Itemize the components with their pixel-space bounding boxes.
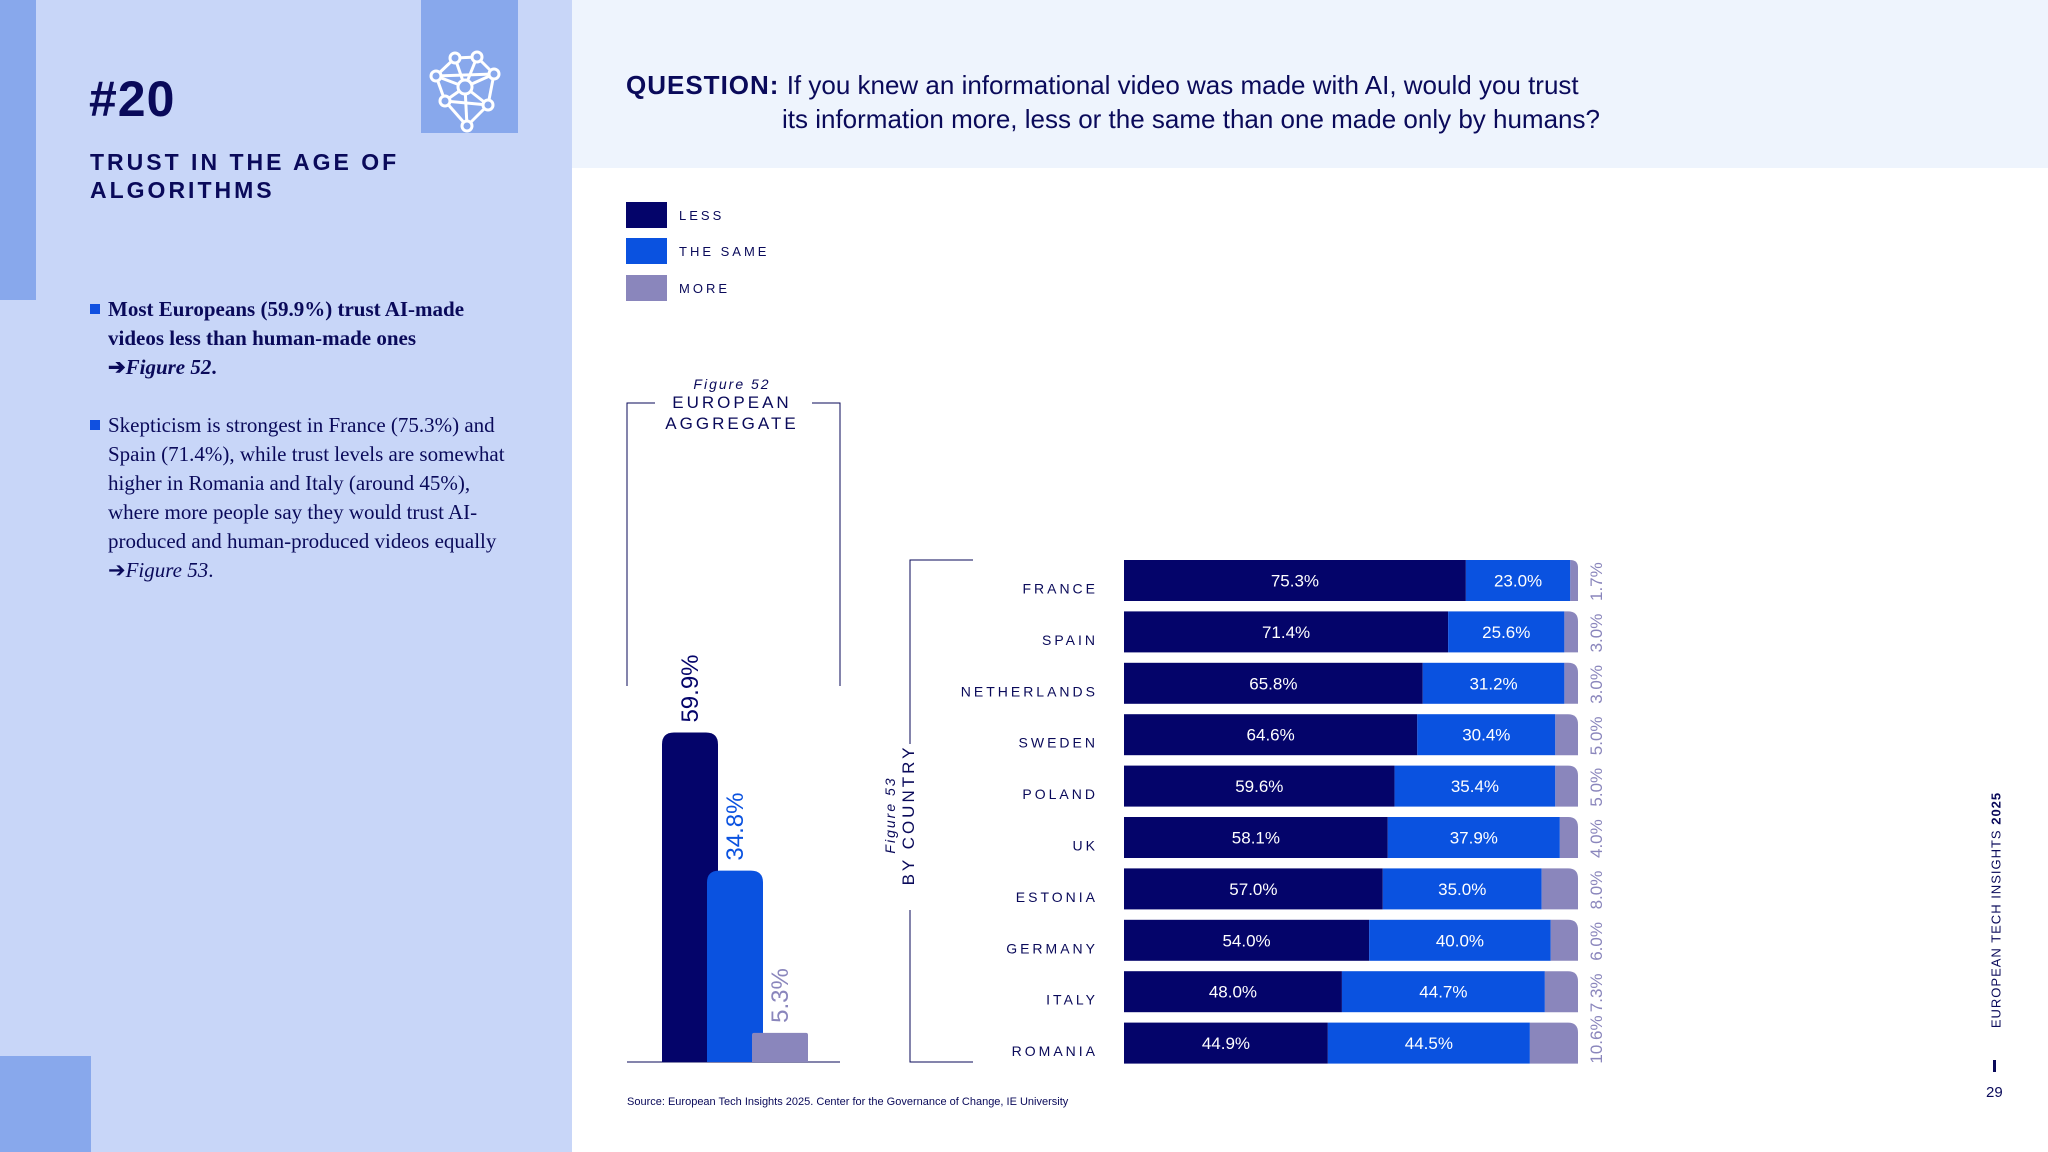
aggregate-value-label: 59.9%	[677, 654, 704, 723]
figure52-frame-right	[812, 403, 840, 686]
arrow-icon: ➔	[108, 558, 126, 582]
footer-tick	[1993, 1060, 1996, 1072]
country-value-label: 71.4%	[1261, 622, 1311, 642]
bullet-text: Most Europeans (59.9%) trust AI-made videos less than human-made ones	[108, 297, 465, 350]
arrow-icon: ➔	[108, 355, 126, 379]
country-bar-more	[1530, 1023, 1578, 1064]
country-label: ITALY	[1046, 991, 1098, 1008]
aggregate-bar-2	[752, 1033, 808, 1062]
footer-year: 2025	[1988, 791, 2004, 825]
country-value-label: 40.0%	[1435, 931, 1485, 951]
figure53-frame-bottom	[910, 910, 973, 1062]
legend-label: MORE	[679, 281, 730, 296]
country-label: SPAIN	[1042, 631, 1098, 648]
country-label: FRANCE	[1022, 580, 1098, 597]
country-more-label: 10.6%	[1587, 1015, 1606, 1064]
country-more-label: 8.0%	[1587, 870, 1606, 910]
country-bar-more	[1570, 560, 1578, 601]
country-more-label: 1.7%	[1587, 562, 1606, 601]
footer-publication	[1981, 760, 2011, 1060]
figure52-label: Figure 52	[693, 376, 771, 392]
country-bar-more	[1555, 766, 1578, 807]
figure53-label: Figure 53	[882, 776, 898, 854]
country-more-label: 7.3%	[1587, 973, 1606, 1013]
country-more-label: 6.0%	[1587, 922, 1606, 961]
source-note: Source: European Tech Insights 2025. Center for the Governance of Change, IE University	[627, 1096, 1069, 1108]
bullet-text: Skepticism is strongest in France (75.3%) and Spain (71.4%), while trust levels are somewhat higher in Romania and Italy (around 45%), where more people say they would trust AI-produced and human-produced videos equally	[108, 413, 505, 553]
bullet-end: .	[211, 355, 217, 379]
country-more-label: 4.0%	[1587, 819, 1606, 858]
section-number: #20	[89, 71, 176, 127]
question-label: QUESTION:	[626, 70, 780, 100]
country-value-label: 44.9%	[1201, 1034, 1251, 1054]
country-bar-more	[1551, 920, 1578, 961]
country-value-label: 37.9%	[1449, 828, 1498, 848]
country-label: POLAND	[1022, 786, 1098, 803]
figure-reference: Figure 53	[125, 558, 209, 582]
aggregate-value-label: 34.8%	[722, 792, 749, 861]
country-label: UK	[1072, 837, 1098, 854]
country-value-label: 75.3%	[1270, 571, 1320, 591]
footer-text: EUROPEAN TECH INSIGHTS	[1988, 829, 2004, 1029]
country-value-label: 35.4%	[1450, 777, 1500, 797]
country-bar-more	[1564, 611, 1578, 652]
country-label: ROMANIA	[1011, 1043, 1098, 1060]
bullet-end: .	[208, 558, 214, 582]
country-label: GERMANY	[1006, 940, 1098, 957]
country-value-label: 44.5%	[1404, 1034, 1453, 1054]
legend-label: THE SAME	[679, 244, 770, 259]
country-value-label: 25.6%	[1482, 622, 1531, 642]
country-bar-more	[1564, 663, 1578, 704]
aggregate-value-label: 5.3%	[767, 968, 794, 1023]
figure-reference: Figure 52	[125, 355, 212, 379]
country-value-label: 54.0%	[1222, 931, 1271, 951]
country-more-label: 3.0%	[1587, 665, 1606, 704]
country-value-label: 44.7%	[1419, 982, 1468, 1002]
country-value-label: 35.0%	[1438, 879, 1487, 899]
country-value-label: 30.4%	[1462, 725, 1511, 745]
country-label: NETHERLANDS	[960, 683, 1098, 700]
country-value-label: 58.1%	[1231, 828, 1280, 848]
country-label: ESTONIA	[1015, 888, 1098, 905]
country-value-label: 48.0%	[1208, 982, 1258, 1002]
country-value-label: 57.0%	[1229, 879, 1278, 899]
country-value-label: 64.6%	[1246, 725, 1295, 745]
question-line1: If you knew an informational video was made with AI, would you trust	[786, 70, 1579, 100]
figure52-title-line2: AGGREGATE	[665, 414, 799, 433]
page-number: 29	[1986, 1084, 2003, 1101]
country-more-label: 5.0%	[1587, 767, 1606, 807]
figure53-frame-top	[910, 560, 973, 744]
country-bar-more	[1555, 714, 1578, 755]
country-label: SWEDEN	[1018, 734, 1098, 751]
country-value-label: 23.0%	[1493, 571, 1543, 591]
legend-label: LESS	[679, 208, 725, 223]
country-bar-more	[1545, 971, 1578, 1012]
figure53-title: BY COUNTRY	[899, 744, 918, 886]
country-more-label: 3.0%	[1587, 613, 1606, 653]
country-bar-more	[1560, 817, 1578, 858]
country-value-label: 65.8%	[1249, 674, 1298, 694]
country-more-label: 5.0%	[1587, 716, 1606, 756]
figure52-frame-left	[627, 403, 655, 686]
country-value-label: 59.6%	[1235, 777, 1284, 797]
question-line2: its information more, less or the same than one made only by humans?	[782, 104, 1600, 134]
country-value-label: 31.2%	[1469, 674, 1518, 694]
section-title: TRUST IN THE AGE OF ALGORITHMS	[90, 149, 400, 203]
country-bar-more	[1542, 868, 1578, 909]
figure52-title-line1: EUROPEAN	[672, 393, 792, 412]
